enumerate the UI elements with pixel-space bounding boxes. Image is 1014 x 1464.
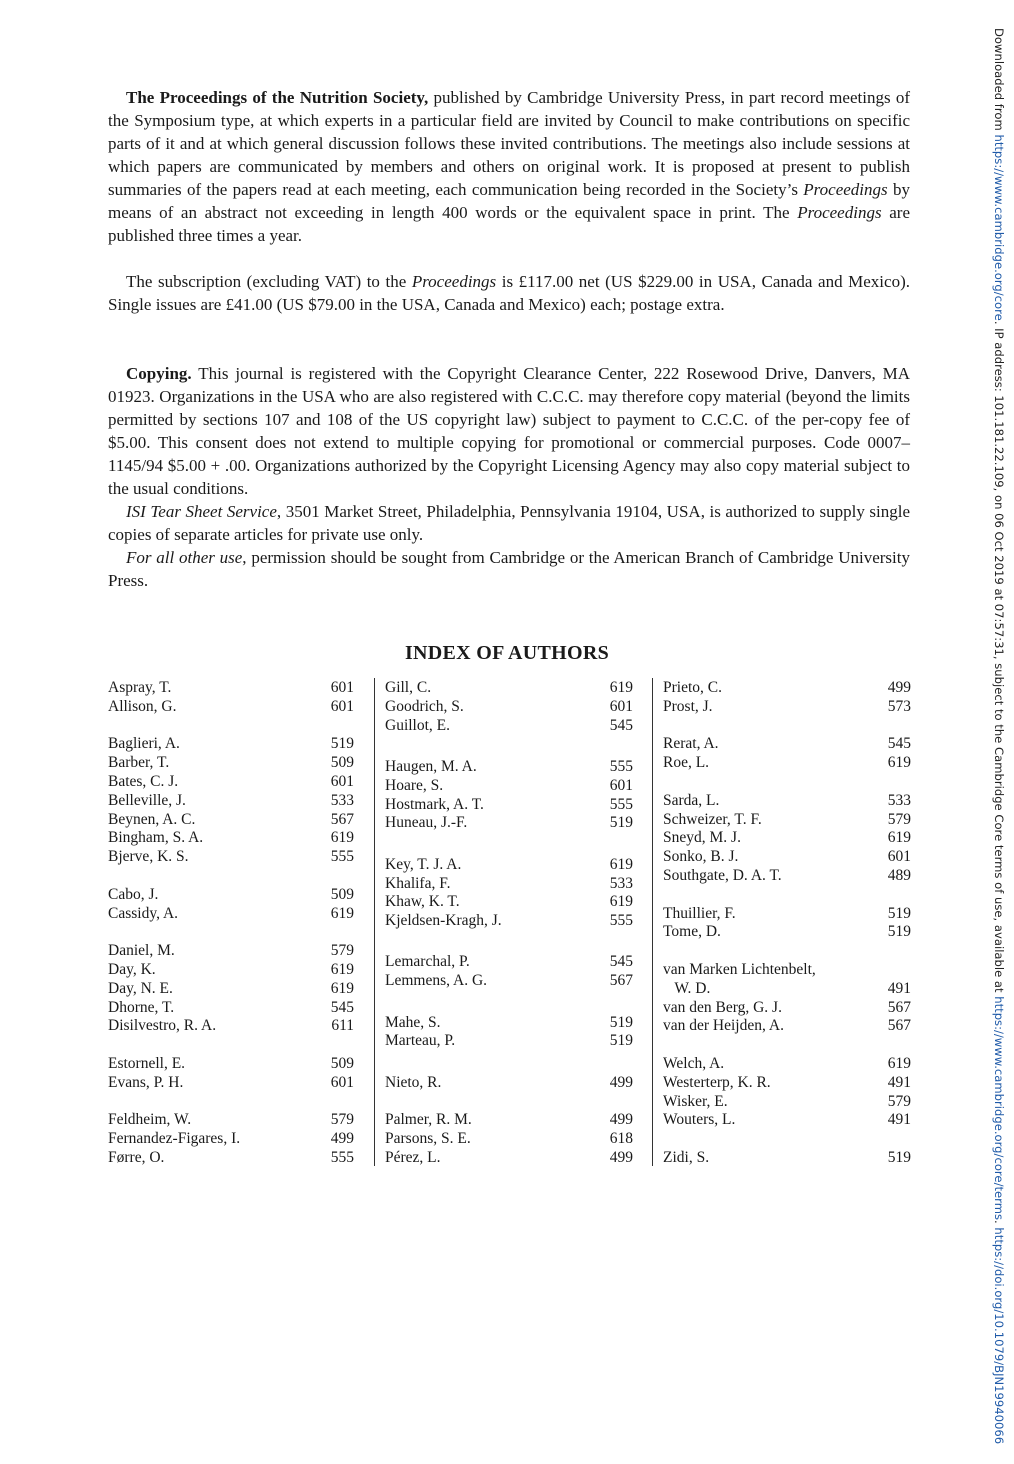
index-entry	[385, 776, 633, 795]
author-name: Barber, T.	[108, 754, 170, 772]
page-number: 579	[330, 1111, 354, 1129]
index-entry	[385, 892, 633, 911]
author-name: Førre, O.	[108, 1149, 165, 1166]
index-entry	[385, 1110, 633, 1129]
page-number: 619	[609, 855, 633, 873]
index-entry	[108, 772, 354, 791]
page-number: 491	[887, 1111, 911, 1129]
page-number: 611	[331, 1017, 354, 1035]
index-entry	[663, 791, 911, 810]
index-entry	[108, 960, 354, 979]
author-name: Allison, G.	[108, 697, 177, 715]
page-number: 601	[609, 697, 633, 715]
index-entry	[108, 828, 354, 847]
index-entry	[108, 904, 354, 923]
author-name: Mahe, S.	[385, 1013, 441, 1031]
index-entry	[385, 697, 633, 716]
cambridge-core-link[interactable]: https://www.cambridge.org/core	[992, 134, 1006, 321]
author-name: van Marken Lichtenbelt,	[663, 961, 816, 978]
author-name: van den Berg, G. J.	[663, 998, 782, 1016]
page-number: 533	[887, 791, 911, 809]
page-number: 619	[609, 893, 633, 911]
intro-paragraph: The Proceedings of the Nutrition Society, published by Cambridge University Press, in part record meetings of the Symposium type, at which experts in a particular field are invited by Council to make contributions on specific parts of it and at which general discussion follows these invited contributions. The meetings also include sessions at which papers are communicated by members and others on original work. It is proposed at present to publish summaries of the papers read at each meeting, each communication being recorded in the Society’s Proceedings by means of an abstract not exceeding in length 400 words or the equivalent space in print. The Proceedings are published three times a year.	[108, 88, 911, 245]
index-entry	[108, 753, 354, 772]
page-number: 619	[330, 961, 354, 978]
author-name: Dhorne, T.	[108, 998, 175, 1016]
page-number: 619	[330, 979, 354, 997]
page-number: 509	[330, 1055, 354, 1072]
author-name: Goodrich, S.	[385, 697, 464, 715]
page-number: 499	[609, 1073, 633, 1091]
page-number: 601	[887, 848, 911, 866]
index-entry	[108, 697, 354, 716]
page-number: 579	[330, 942, 354, 960]
page-number: 545	[609, 716, 633, 734]
page-number: 619	[330, 829, 354, 847]
page-number: 555	[609, 795, 633, 813]
page-number: 567	[330, 810, 354, 828]
index-entry	[663, 734, 911, 753]
index-entry	[108, 885, 354, 904]
index-entry	[108, 1016, 354, 1035]
index-entry	[108, 1148, 354, 1167]
author-name: Pérez, L.	[385, 1149, 441, 1166]
tear-sheet-paragraph: ISI Tear Sheet Service, 3501 Market Street, Philadelphia, Pennsylvania 19104, USA, is authorized to supply single copies of separate articles for private use only.	[108, 502, 910, 544]
author-name: Estornell, E.	[108, 1055, 186, 1072]
index-entry	[663, 753, 911, 772]
index-entry	[663, 1073, 911, 1092]
doi-link[interactable]: https://doi.org/10.1079/BJN19940066	[992, 1227, 1006, 1445]
author-name: Disilvestro, R. A.	[108, 1017, 217, 1035]
author-name: Fernandez-Figares, I.	[108, 1130, 241, 1148]
author-name: Kjeldsen-Kragh, J.	[385, 912, 502, 930]
author-name: Sarda, L.	[663, 791, 720, 809]
index-entry	[108, 847, 354, 866]
index-entry	[108, 998, 354, 1017]
author-name: van der Heijden, A.	[663, 1017, 784, 1035]
index-entry	[385, 971, 633, 990]
author-name: Prieto, C.	[663, 679, 722, 696]
author-name: Prost, J.	[663, 697, 713, 715]
page-number: 499	[330, 1130, 354, 1148]
index-entry	[108, 791, 354, 810]
page-number: 601	[609, 776, 633, 794]
index-entry	[385, 1073, 633, 1092]
index-column-2	[374, 678, 633, 1166]
index-entry	[385, 1031, 633, 1050]
index-entry	[663, 1110, 911, 1129]
index-entry	[663, 904, 911, 923]
author-name: Haugen, M. A.	[385, 757, 477, 775]
page-number: 618	[609, 1130, 633, 1148]
page-number: 519	[609, 1032, 633, 1050]
page-number: 519	[887, 1149, 911, 1166]
author-name: Rerat, A.	[663, 735, 719, 753]
author-name: Zidi, S.	[663, 1149, 710, 1166]
author-name: Hoare, S.	[385, 776, 444, 794]
author-name: Evans, P. H.	[108, 1073, 184, 1091]
page-number: 555	[609, 912, 633, 930]
page-number: 499	[609, 1111, 633, 1129]
author-name: Day, N. E.	[108, 979, 173, 997]
author-name: Belleville, J.	[108, 791, 186, 809]
page-number: 619	[887, 829, 911, 847]
author-name: Westerterp, K. R.	[663, 1073, 771, 1091]
page-number: 545	[609, 953, 633, 971]
index-entry	[108, 1054, 354, 1073]
index-entry	[108, 1129, 354, 1148]
index-column-1	[108, 678, 354, 1166]
index-entry	[385, 1129, 633, 1148]
index-entry	[385, 911, 633, 930]
page-number: 619	[330, 904, 354, 922]
page-number: 601	[330, 697, 354, 715]
index-entry	[663, 1148, 911, 1167]
index-entry	[108, 734, 354, 753]
index-entry	[385, 1013, 633, 1032]
copying-heading: Copying.	[126, 364, 192, 383]
index-entry	[663, 866, 911, 885]
author-name: Tome, D.	[663, 923, 721, 941]
page-number: 499	[887, 679, 911, 696]
author-name: Wisker, E.	[663, 1092, 728, 1110]
page-number: 519	[609, 814, 633, 832]
index-entry	[663, 810, 911, 829]
author-name: Sonko, B. J.	[663, 848, 739, 866]
author-name: Lemarchal, P.	[385, 953, 470, 971]
page-number: 619	[887, 1055, 911, 1072]
author-name: Cassidy, A.	[108, 904, 179, 922]
index-entry	[385, 813, 633, 832]
index-entry	[385, 1148, 633, 1167]
author-name: Daniel, M.	[108, 942, 175, 960]
author-name: Khalifa, F.	[385, 874, 451, 892]
author-name: Baglieri, A.	[108, 735, 180, 753]
page-number: 491	[887, 1073, 911, 1091]
index-entry	[663, 697, 911, 716]
page-number: 601	[330, 1073, 354, 1091]
index-entry	[385, 855, 633, 874]
author-name: Khaw, K. T.	[385, 893, 460, 911]
page-number: 601	[330, 679, 354, 696]
author-name: Sneyd, M. J.	[663, 829, 741, 847]
page-number: 545	[887, 735, 911, 753]
other-use-paragraph: For all other use, permission should be sought from Cambridge or the American Branch of Cambridge University Press.	[108, 548, 910, 590]
index-entry	[663, 847, 911, 866]
index-entry	[385, 874, 633, 893]
page-number: 509	[330, 885, 354, 903]
author-name: Lemmens, A. G.	[385, 972, 488, 990]
author-name: Hostmark, A. T.	[385, 795, 484, 813]
index-entry	[385, 678, 633, 697]
page-number: 509	[330, 754, 354, 772]
copying-paragraph: Copying. This journal is registered with the Copyright Clearance Center, 222 Rosewood Drive, Danvers, MA 01923. Organizations in the USA who are also registered with C.C.C. may therefore copy material (beyond the limits permitted by sections 107 and 108 of the US copyright law) subject to payment to C.C.C. of the per-copy fee of $5.00. This consent does not extend to multiple copying for promotional or commercial purposes. Code 0007–1145/94 $5.00 + .00. Organizations authorized by the Copyright Licensing Agency may also copy material subject to the usual conditions.	[108, 364, 910, 498]
author-name: Southgate, D. A. T.	[663, 867, 782, 884]
page-number: 619	[887, 754, 911, 772]
index-entry	[663, 922, 911, 941]
page-number: 499	[609, 1149, 633, 1166]
index-entry	[663, 979, 911, 998]
index-entry	[385, 757, 633, 776]
index-column-3	[652, 678, 911, 1166]
page-number: 579	[887, 1092, 911, 1110]
index-entry	[663, 1016, 911, 1035]
author-name: Roe, L.	[663, 754, 710, 772]
author-name: Guillot, E.	[385, 716, 451, 734]
page-number: 579	[887, 810, 911, 828]
author-name: Aspray, T.	[108, 679, 172, 696]
page-number: 491	[887, 979, 911, 997]
terms-link[interactable]: https://www.cambridge.org/core/terms	[992, 996, 1006, 1221]
index-entry	[663, 960, 911, 979]
page-number: 555	[609, 757, 633, 775]
download-notice-sidebar: Downloaded from https://www.cambridge.org/core. IP address: 101.181.22.109, on 06 Oct 2019 at 07:57:31, subject to the Cambridge Core terms of use, available at https://www.cambridge.org/core/terms. https://doi.org/10.1079/BJN19940066	[992, 28, 1006, 1445]
index-entry	[108, 1073, 354, 1092]
index-entry	[663, 998, 911, 1017]
author-name: Huneau, J.-F.	[385, 814, 468, 832]
author-name: Marteau, P.	[385, 1032, 456, 1050]
page-number: 555	[330, 848, 354, 866]
author-name: Wouters, L.	[663, 1111, 736, 1129]
author-name: Parsons, S. E.	[385, 1130, 471, 1148]
page-number: 567	[609, 972, 633, 990]
index-entry	[663, 1054, 911, 1073]
author-name: Palmer, R. M.	[385, 1111, 472, 1129]
index-entry	[108, 678, 354, 697]
author-name: Gill, C.	[385, 679, 432, 696]
index-title: INDEX OF AUTHORS	[404, 642, 610, 664]
page-number: 519	[887, 904, 911, 922]
subscription-paragraph: The subscription (excluding VAT) to the Proceedings is £117.00 net (US $229.00 in USA, Canada and Mexico). Single issues are £41.00 (US $79.00 in the USA, Canada and Mexico) each; postage extra.	[108, 272, 910, 314]
index-entry	[663, 1092, 911, 1111]
index-entry	[385, 716, 633, 735]
page-number: 533	[609, 874, 633, 892]
author-name: W. D.	[663, 979, 711, 997]
page-number: 519	[609, 1013, 633, 1031]
page-number: 555	[330, 1149, 354, 1166]
index-entry	[385, 795, 633, 814]
author-name: Bates, C. J.	[108, 773, 179, 790]
author-name: Beynen, A. C.	[108, 810, 196, 828]
author-name: Day, K.	[108, 961, 156, 978]
page-number: 519	[330, 735, 354, 753]
index-entry	[108, 979, 354, 998]
author-name: Key, T. J. A.	[385, 855, 462, 873]
page-number: 573	[887, 697, 911, 715]
author-name: Bjerve, K. S.	[108, 848, 189, 866]
page-number: 533	[330, 791, 354, 809]
author-name: Welch, A.	[663, 1055, 725, 1072]
author-name: Cabo, J.	[108, 885, 159, 903]
index-entry	[385, 952, 633, 971]
index-entry	[663, 678, 911, 697]
index-entry	[108, 941, 354, 960]
author-name: Bingham, S. A.	[108, 829, 204, 847]
page-number: 567	[887, 1017, 911, 1035]
page-number: 489	[887, 867, 911, 884]
index-entry	[108, 810, 354, 829]
index-entry	[663, 828, 911, 847]
author-name: Feldheim, W.	[108, 1111, 192, 1129]
author-name: Thuillier, F.	[663, 904, 736, 922]
page-number: 619	[609, 679, 633, 696]
page-number: 545	[330, 998, 354, 1016]
index-entry	[108, 1110, 354, 1129]
page-number: 601	[330, 773, 354, 790]
journal-name: The Proceedings of the Nutrition Society,	[126, 88, 429, 107]
page-number: 567	[887, 998, 911, 1016]
author-name: Schweizer, T. F.	[663, 810, 762, 828]
page-number: 519	[887, 923, 911, 941]
author-name: Nieto, R.	[385, 1073, 442, 1091]
